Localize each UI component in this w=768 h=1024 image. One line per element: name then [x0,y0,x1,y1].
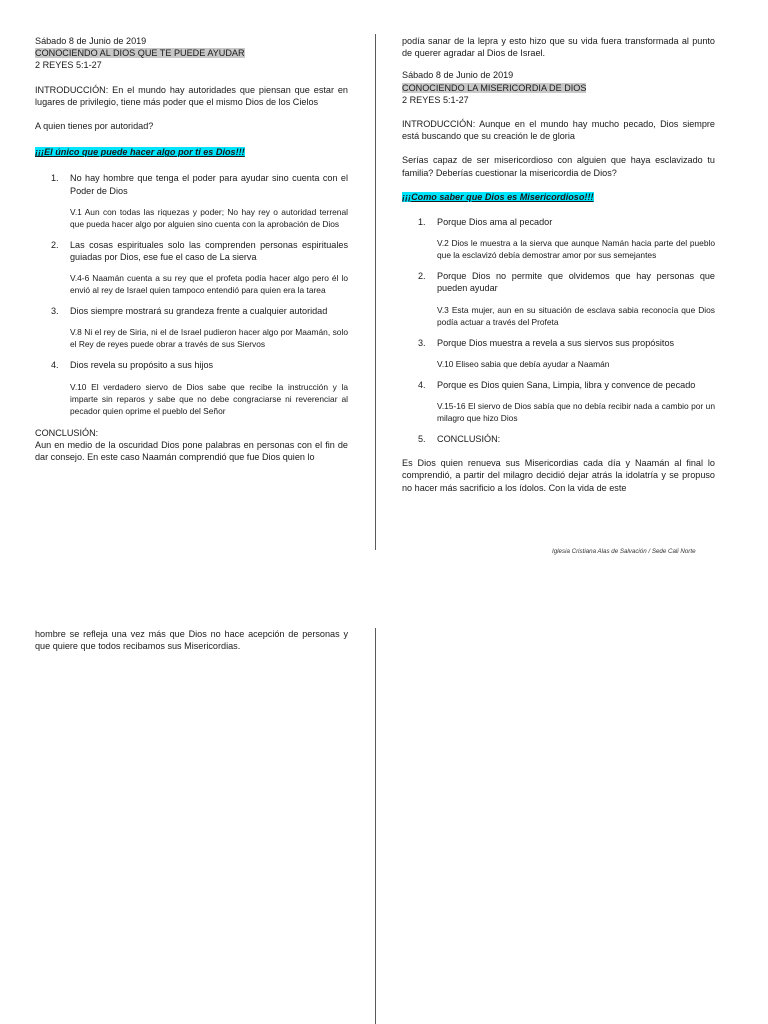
item-text: Las cosas espirituales solo las comprenden personas espirituales guiadas por Dios, ese fue el caso de La sierva [70,239,348,263]
item-verse: V.1 Aun con todas las riquezas y poder; No hay rey o autoridad terrenal que pueda hacer algo por alguien sino cuenta con la aprobación de Dios [70,206,348,229]
right-question: Serías capaz de ser misericordioso con alguien que haya esclavizado tu familia? Deberías cuestionar la misericordia de Dios? [402,155,715,178]
left-column [35,35,348,463]
page2-text: hombre se refleja una vez más que Dios no hace acepción de personas y que quiere que todos recibamos sus Misericordias. [35,629,348,652]
left-scripture-ref: 2 REYES 5:1-27 [35,60,102,71]
right-continuation: podía sanar de la lepra y esto hizo que su vida fuera transformada al punto de querer agradar al Dios de Israel. [402,36,715,59]
item-number: 1. [51,173,59,184]
column-divider-top [375,34,376,550]
item-text: Porque Dios muestra a revela a sus siervos sus propósitos [437,337,675,348]
left-conclusion-label: CONCLUSIÓN: [35,427,99,438]
list-item [35,239,348,296]
item-verse: V.3 Esta mujer, aun en su situación de esclava sabia reconocía que Dios podía actuar a través del Profeta [437,304,715,327]
item-number: 4. [418,379,426,390]
item-text: Porque es Dios quien Sana, Limpia, libra y convence de pecado [437,379,696,390]
item-verse: V.10 El verdadero siervo de Dios sabe que recibe la instrucción y la imparte sin reparos y sabe que no debe congraciarse ni reverenciar al pecador quien oprime el pueblo del Señor [70,381,348,416]
item-text: Dios revela su propósito a sus hijos [70,360,214,371]
left-highlight: ¡¡¡El único que puede hacer algo por ti es Dios!!! [35,147,245,158]
list-item [35,359,348,416]
item-text: Porque Dios no permite que olvidemos que hay personas que pueden ayudar [437,271,715,294]
list-item [35,172,348,229]
column-divider-bottom [375,628,376,1024]
right-scripture-ref: 2 REYES 5:1-27 [402,94,469,105]
list-item [402,337,715,370]
list-item [402,379,715,424]
item-number: 5. [418,434,426,445]
item-verse: V.2 Dios le muestra a la sierva que aunque Namán hacia parte del pueblo que la esclavizó debía demostrar amor por sus semejantes [437,238,715,261]
left-date: Sábado 8 de Junio de 2019 [35,36,147,46]
item-verse: V.10 Eliseo sabia que debía ayudar a Naamán [437,358,610,369]
right-date: Sábado 8 de Junio de 2019 [402,70,514,81]
left-intro: INTRODUCCIÓN: En el mundo hay autoridades que piensan que estar en lugares de privilegio, tiene más poder que el mismo Dios de los Cielos [35,84,348,107]
list-item [402,270,715,327]
item-number: 2. [418,271,426,282]
left-list [35,172,348,416]
item-text: Dios siempre mostrará su grandeza frente a cualquier autoridad [70,306,328,317]
item-verse: V.8 Ni el rey de Siria, ni el de Israel pudieron hacer algo por Maamán, solo el Rey de reyes puede obrar a través de sus Siervos [70,327,348,350]
right-intro: INTRODUCCIÓN: Aunque en el mundo hay mucho pecado, Dios siempre está buscando que su creación le de gloria [402,119,715,142]
item-number: 3. [51,306,59,317]
item-number: 1. [418,217,426,228]
item-text: No hay hombre que tenga el poder para ayudar sino cuenta con el Poder de Dios [70,173,348,196]
list-item [402,216,715,261]
right-conclusion-text: Es Dios quien renueva sus Misericordias cada día y Naamán al final lo comprendió, a partir del milagro decidió dejar atrás la idolatría y se propuso no hacer más sacrificio a los ídolos. Con la vida de este [402,458,715,493]
left-question: A quien tienes por autoridad? [35,121,154,132]
right-conclusion-label: CONCLUSIÓN: [437,434,501,445]
item-verse: V.4-6 Naamán cuenta a su rey que el profeta podía hacer algo pero él lo envió al rey de Israel quien tampoco entendió para quien era la tarea [70,273,348,296]
right-column [402,35,715,494]
item-number: 4. [51,360,59,371]
right-list [402,216,715,445]
left-title: CONOCIENDO AL DIOS QUE TE PUEDE AYUDAR [35,48,245,59]
left-conclusion-text: Aun en medio de la oscuridad Dios pone palabras en personas con el fin de dar consejo. En este caso Naamán comprendió que fue Dios quien lo [35,439,348,463]
list-item [35,305,348,350]
item-number: 2. [51,239,59,250]
item-text: Porque Dios ama al pecador [437,217,553,228]
list-item-conclusion [402,433,715,445]
church-footer: Iglesia Cristiana Alas de Salvación / Sede Cali Norte [552,548,696,555]
item-verse: V.15-16 El siervo de Dios sabía que no debía recibir nada a cambio por un milagro que hizo Dios [437,401,715,424]
right-title: CONOCIENDO LA MISERICORDIA DE DIOS [402,82,587,93]
right-highlight: ¡¡¡Como saber que Dios es Misericordioso!!! [402,191,594,202]
item-number: 3. [418,337,426,348]
